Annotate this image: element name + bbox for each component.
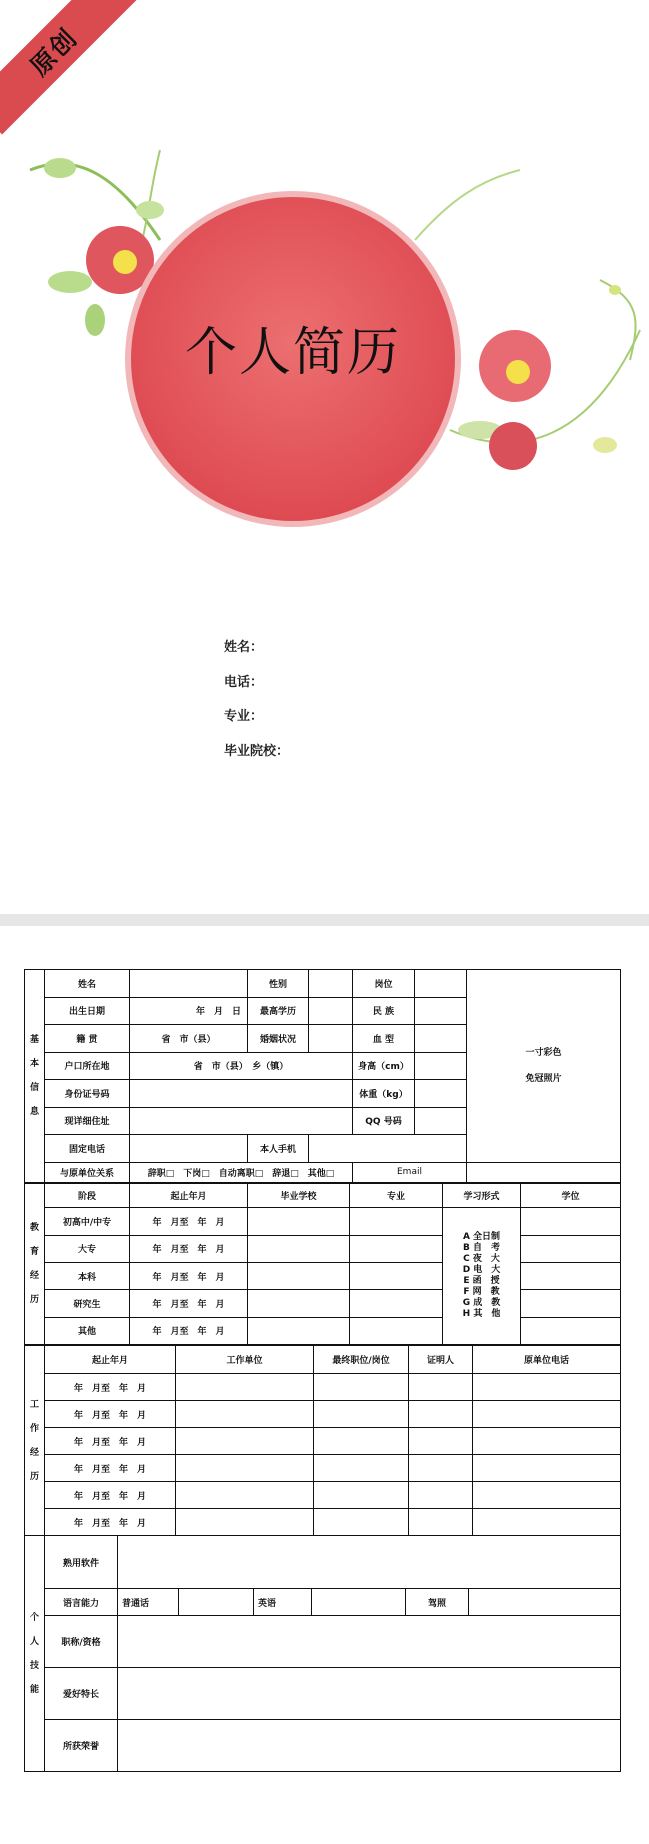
- work-reference-cell[interactable]: [409, 1509, 473, 1536]
- edu-period[interactable]: 年 月至 年 月: [130, 1208, 248, 1235]
- label-birth: 出生日期: [45, 997, 130, 1025]
- section-label-basic: 基 本 信 息: [25, 970, 45, 1183]
- work-reference-cell[interactable]: [409, 1428, 473, 1455]
- label-position: 岗位: [353, 970, 415, 998]
- label-address: 现详细住址: [45, 1107, 130, 1135]
- cover-title: 个人简历: [184, 323, 401, 383]
- value-honor[interactable]: [118, 1720, 621, 1772]
- form-option: C 夜 大: [463, 1254, 500, 1265]
- edu-header-degree: 学位: [521, 1184, 621, 1208]
- label-phone: 固定电话: [45, 1135, 130, 1163]
- edu-degree-cell[interactable]: [521, 1235, 621, 1262]
- study-form-options[interactable]: [443, 1208, 521, 1345]
- work-reference-cell[interactable]: [409, 1482, 473, 1509]
- work-table: [24, 1345, 621, 1536]
- resume-form-page: [0, 926, 649, 1844]
- value-weight[interactable]: [415, 1080, 467, 1108]
- edu-degree-cell[interactable]: [521, 1317, 621, 1344]
- work-title-cell[interactable]: [314, 1455, 409, 1482]
- work-reference-cell[interactable]: [409, 1401, 473, 1428]
- work-title-cell[interactable]: [314, 1374, 409, 1401]
- cover-school-field: 毕业院校：: [224, 744, 290, 759]
- value-english[interactable]: [312, 1589, 406, 1616]
- work-period[interactable]: 年 月至 年 月: [45, 1428, 176, 1455]
- section-label-work: 工 作 经 历: [25, 1346, 45, 1536]
- work-phone-cell[interactable]: [473, 1374, 621, 1401]
- value-height[interactable]: [415, 1052, 467, 1080]
- work-phone-cell[interactable]: [473, 1428, 621, 1455]
- label-mobile: 本人手机: [248, 1135, 309, 1163]
- section-label-education: 教 育 经 历: [25, 1184, 45, 1345]
- value-mobile[interactable]: [309, 1135, 467, 1163]
- value-qq[interactable]: [415, 1107, 467, 1135]
- label-title: 职称/资格: [45, 1616, 118, 1668]
- edu-school-cell[interactable]: [248, 1317, 350, 1344]
- work-phone-cell[interactable]: [473, 1482, 621, 1509]
- work-period[interactable]: 年 月至 年 月: [45, 1455, 176, 1482]
- label-language: 语言能力: [45, 1589, 118, 1616]
- work-phone-cell[interactable]: [473, 1455, 621, 1482]
- form-option: F 网 教: [463, 1287, 500, 1298]
- value-email[interactable]: [467, 1162, 621, 1182]
- label-english: 英语: [254, 1589, 312, 1616]
- value-hukou[interactable]: 省 市（县） 乡（镇）: [130, 1052, 353, 1080]
- edu-school-cell[interactable]: [248, 1290, 350, 1317]
- work-title-cell[interactable]: [314, 1428, 409, 1455]
- edu-period[interactable]: 年 月至 年 月: [130, 1262, 248, 1289]
- value-position[interactable]: [415, 970, 467, 998]
- form-option: B 自 考: [463, 1243, 500, 1254]
- photo-line2: 免冠照片: [525, 1073, 562, 1084]
- work-company-cell[interactable]: [176, 1428, 314, 1455]
- label-mandarin: 普通话: [118, 1589, 179, 1616]
- work-header-period: 起止年月: [45, 1346, 176, 1374]
- cover-phone-field: 电话：: [224, 675, 264, 690]
- work-period[interactable]: 年 月至 年 月: [45, 1482, 176, 1509]
- edu-major-cell[interactable]: [350, 1235, 443, 1262]
- form-option: A 全日制: [462, 1232, 501, 1243]
- value-nation[interactable]: [415, 997, 467, 1025]
- value-name[interactable]: [130, 970, 248, 998]
- value-marital[interactable]: [309, 1025, 353, 1053]
- work-header-phone: 原单位电话: [473, 1346, 621, 1374]
- value-blood[interactable]: [415, 1025, 467, 1053]
- edu-header-stage: 阶段: [45, 1184, 130, 1208]
- edu-header-period: 起止年月: [130, 1184, 248, 1208]
- edu-major-cell[interactable]: [350, 1208, 443, 1235]
- work-phone-cell[interactable]: [473, 1509, 621, 1536]
- edu-stage-label: 大专: [45, 1235, 130, 1262]
- work-company-cell[interactable]: [176, 1509, 314, 1536]
- work-period[interactable]: 年 月至 年 月: [45, 1509, 176, 1536]
- edu-degree-cell[interactable]: [521, 1262, 621, 1289]
- edu-period[interactable]: 年 月至 年 月: [130, 1290, 248, 1317]
- value-address[interactable]: [130, 1107, 353, 1135]
- edu-period[interactable]: 年 月至 年 月: [130, 1235, 248, 1262]
- form-option: H 其 他: [462, 1309, 501, 1320]
- form-option: G 成 教: [462, 1298, 501, 1309]
- edu-stage-label: 本科: [45, 1262, 130, 1289]
- work-phone-cell[interactable]: [473, 1401, 621, 1428]
- label-software: 熟用软件: [45, 1536, 118, 1589]
- resume-cover: [0, 0, 649, 914]
- label-gender: 性别: [248, 970, 309, 998]
- value-id[interactable]: [130, 1080, 353, 1108]
- work-period[interactable]: 年 月至 年 月: [45, 1401, 176, 1428]
- badge-text: 原创: [24, 22, 84, 82]
- edu-major-cell[interactable]: [350, 1262, 443, 1289]
- edu-major-cell[interactable]: [350, 1290, 443, 1317]
- label-honor: 所获荣誉: [45, 1720, 118, 1772]
- value-title[interactable]: [118, 1616, 621, 1668]
- relation-options[interactable]: 辞职□ 下岗□ 自动离职□ 辞退□ 其他□: [130, 1162, 353, 1182]
- edu-school-cell[interactable]: [248, 1262, 350, 1289]
- basic-info-table: [24, 969, 621, 1183]
- label-qq: QQ 号码: [353, 1107, 415, 1135]
- label-weight: 体重（kg）: [353, 1080, 415, 1108]
- work-period[interactable]: 年 月至 年 月: [45, 1374, 176, 1401]
- edu-header-form: 学习形式: [443, 1184, 521, 1208]
- edu-stage-label: 初高中/中专: [45, 1208, 130, 1235]
- value-origin[interactable]: 省 市（县）: [130, 1025, 248, 1053]
- form-option: D 电 大: [462, 1265, 501, 1276]
- edu-school-cell[interactable]: [248, 1235, 350, 1262]
- edu-school-cell[interactable]: [248, 1208, 350, 1235]
- education-table: [24, 1183, 621, 1345]
- edu-major-cell[interactable]: [350, 1317, 443, 1344]
- work-company-cell[interactable]: [176, 1401, 314, 1428]
- edu-degree-cell[interactable]: [521, 1290, 621, 1317]
- work-reference-cell[interactable]: [409, 1374, 473, 1401]
- edu-degree-cell[interactable]: [521, 1208, 621, 1235]
- value-hobby[interactable]: [118, 1668, 621, 1720]
- label-relation: 与原单位关系: [45, 1162, 130, 1182]
- work-company-cell[interactable]: [176, 1455, 314, 1482]
- work-header-reference: 证明人: [409, 1346, 473, 1374]
- label-height: 身高（cm）: [353, 1052, 415, 1080]
- edu-header-major: 专业: [350, 1184, 443, 1208]
- work-header-company: 工作单位: [176, 1346, 314, 1374]
- edu-stage-label: 研究生: [45, 1290, 130, 1317]
- label-marital: 婚姻状况: [248, 1025, 309, 1053]
- cover-major-field: 专业：: [224, 709, 264, 724]
- work-title-cell[interactable]: [314, 1401, 409, 1428]
- edu-period[interactable]: 年 月至 年 月: [130, 1317, 248, 1344]
- label-id: 身份证号码: [45, 1080, 130, 1108]
- value-edu[interactable]: [309, 997, 353, 1025]
- work-title-cell[interactable]: [314, 1509, 409, 1536]
- label-email: Email: [353, 1162, 467, 1182]
- label-origin: 籍 贯: [45, 1025, 130, 1053]
- label-hobby: 爱好特长: [45, 1668, 118, 1720]
- value-gender[interactable]: [309, 970, 353, 998]
- form-option: E 函 授: [463, 1276, 500, 1287]
- work-company-cell[interactable]: [176, 1482, 314, 1509]
- value-mandarin[interactable]: [179, 1589, 254, 1616]
- value-software[interactable]: [118, 1536, 621, 1589]
- label-blood: 血 型: [353, 1025, 415, 1053]
- skills-table: [24, 1535, 621, 1772]
- work-company-cell[interactable]: [176, 1374, 314, 1401]
- photo-box[interactable]: [467, 970, 621, 1163]
- label-edu: 最高学历: [248, 997, 309, 1025]
- label-name: 姓名: [45, 970, 130, 998]
- value-phone[interactable]: [130, 1135, 248, 1163]
- label-hukou: 户口所在地: [45, 1052, 130, 1080]
- work-reference-cell[interactable]: [409, 1455, 473, 1482]
- value-license[interactable]: [469, 1589, 621, 1616]
- work-title-cell[interactable]: [314, 1482, 409, 1509]
- cover-name-field: 姓名：: [224, 640, 264, 655]
- value-birth[interactable]: 年 月 日: [130, 997, 248, 1025]
- edu-stage-label: 其他: [45, 1317, 130, 1344]
- section-label-skills: 个 人 技 能: [25, 1536, 45, 1772]
- edu-header-school: 毕业学校: [248, 1184, 350, 1208]
- label-license: 驾照: [406, 1589, 469, 1616]
- work-header-title: 最终职位/岗位: [314, 1346, 409, 1374]
- photo-line1: 一寸彩色: [525, 1047, 562, 1058]
- label-nation: 民 族: [353, 997, 415, 1025]
